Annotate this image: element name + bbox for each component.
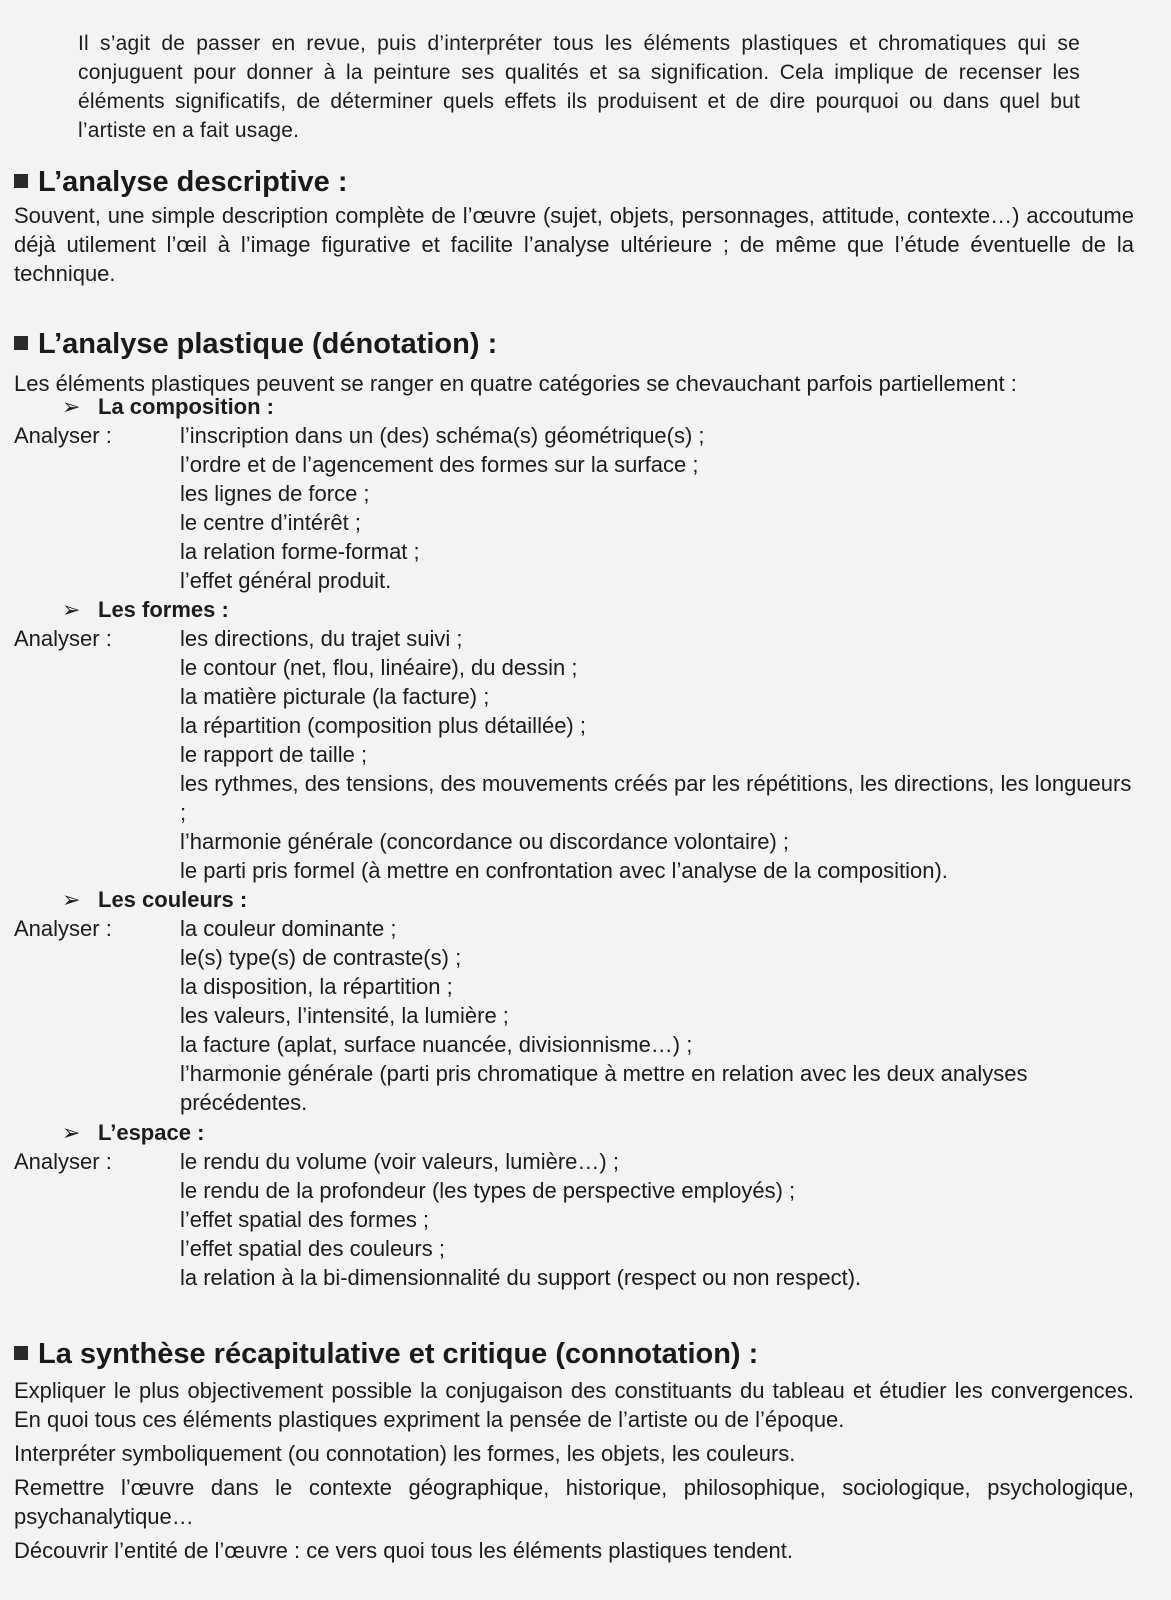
list-item: les lignes de force ; [180, 481, 370, 506]
list-item: le(s) type(s) de contraste(s) ; [180, 945, 462, 970]
list-item: la répartition (composition plus détaillée) ; [180, 713, 586, 738]
list-item: la relation forme-format ; [180, 539, 420, 564]
square-bullet-icon [14, 174, 28, 188]
category-formes [14, 595, 1154, 885]
list-item: le centre d’intérêt ; [180, 510, 361, 535]
analyser-label: Analyser : [14, 1149, 112, 1174]
list-item: l’effet général produit. [180, 568, 392, 593]
item-list [180, 1147, 1138, 1292]
synthesis-body [14, 1376, 1134, 1570]
analyser-label: Analyser : [14, 916, 112, 941]
square-bullet-icon [14, 336, 28, 350]
category-espace [14, 1118, 1154, 1292]
category-composition [14, 392, 1154, 595]
list-item: les directions, du trajet suivi ; [180, 626, 463, 651]
synthesis-paragraph: Interpréter symboliquement (ou connotation) les formes, les objets, les couleurs. [14, 1441, 796, 1466]
list-item: le rapport de taille ; [180, 742, 368, 767]
list-item: les valeurs, l’intensité, la lumière ; [180, 1003, 509, 1028]
arrow-bullet-icon: ➢ [62, 1120, 81, 1145]
list-item: la matière picturale (la facture) ; [180, 684, 490, 709]
analyser-label: Analyser : [14, 423, 112, 448]
synthesis-paragraph: Expliquer le plus objectivement possible la conjugaison des constituants du tableau et étudier les convergences. En quoi tous ces éléments plastiques expriment la pensée de l’artiste ou de l’époque. [14, 1378, 1134, 1432]
synthesis-paragraph: Découvrir l’entité de l’œuvre : ce vers quoi tous les éléments plastiques tendent. [14, 1538, 793, 1563]
list-item: la couleur dominante ; [180, 916, 397, 941]
item-list [180, 914, 1138, 1117]
list-item: l’ordre et de l’agencement des formes sur la surface ; [180, 452, 699, 477]
list-item: l’effet spatial des couleurs ; [180, 1236, 445, 1261]
list-item: l’harmonie générale (parti pris chromatique à mettre en relation avec les deux analyses précédentes. [180, 1061, 1028, 1115]
list-item: la facture (aplat, surface nuancée, divisionnisme…) ; [180, 1032, 693, 1057]
category-title: ➢ La composition : [62, 394, 274, 419]
list-item: le rendu du volume (voir valeurs, lumière…) ; [180, 1149, 619, 1174]
category-title: ➢ Les formes : [62, 597, 229, 622]
document-page [14, 8, 1160, 1563]
list-item: la relation à la bi-dimensionnalité du support (respect ou non respect). [180, 1265, 862, 1290]
heading-descriptive: L’analyse descriptive : [14, 164, 347, 200]
category-couleurs [14, 885, 1154, 1117]
list-item: les rythmes, des tensions, des mouvements créés par les répétitions, les directions, les longueurs ; [180, 771, 1132, 825]
intro-paragraph: Il s’agit de passer en revue, puis d’interpréter tous les éléments plastiques et chromatiques qui se conjuguent pour donner à la peinture ses qualités et sa signification. Cela implique de recenser les éléments significatifs, de déterminer quels effets ils produisent et de dire pourquoi ou dans quel but l’artiste en a fait usage. [78, 32, 1080, 142]
category-title: ➢ Les couleurs : [62, 887, 248, 912]
item-list [180, 421, 1138, 595]
item-list [180, 624, 1138, 885]
list-item: l’harmonie générale (concordance ou discordance volontaire) ; [180, 829, 790, 854]
list-item: l’effet spatial des formes ; [180, 1207, 430, 1232]
plastic-intro: Les éléments plastiques peuvent se ranger en quatre catégories se chevauchant parfois partiellement : [14, 371, 1017, 396]
arrow-bullet-icon: ➢ [62, 887, 81, 912]
synthesis-paragraph: Remettre l’œuvre dans le contexte géographique, historique, philosophique, sociologique, psychologique, psychanalytique… [14, 1475, 1134, 1529]
list-item: le rendu de la profondeur (les types de perspective employés) ; [180, 1178, 796, 1203]
analyser-label: Analyser : [14, 626, 112, 651]
arrow-bullet-icon: ➢ [62, 394, 81, 419]
list-item: le parti pris formel (à mettre en confrontation avec l’analyse de la composition). [180, 858, 948, 883]
category-title: ➢ L’espace : [62, 1120, 205, 1145]
list-item: le contour (net, flou, linéaire), du dessin ; [180, 655, 578, 680]
square-bullet-icon [14, 1346, 28, 1360]
descriptive-paragraph: Souvent, une simple description complète de l’œuvre (sujet, objets, personnages, attitude, contexte…) accoutume déjà utilement l’œil à l’image figurative et facilite l’analyse ultérieure ; de même que l’étude éventuelle de la technique. [14, 203, 1134, 286]
heading-plastic: L’analyse plastique (dénotation) : [14, 326, 497, 362]
heading-synthesis: La synthèse récapitulative et critique (connotation) : [14, 1336, 758, 1372]
arrow-bullet-icon: ➢ [62, 597, 81, 622]
list-item: l’inscription dans un (des) schéma(s) géométrique(s) ; [180, 423, 705, 448]
list-item: la disposition, la répartition ; [180, 974, 453, 999]
